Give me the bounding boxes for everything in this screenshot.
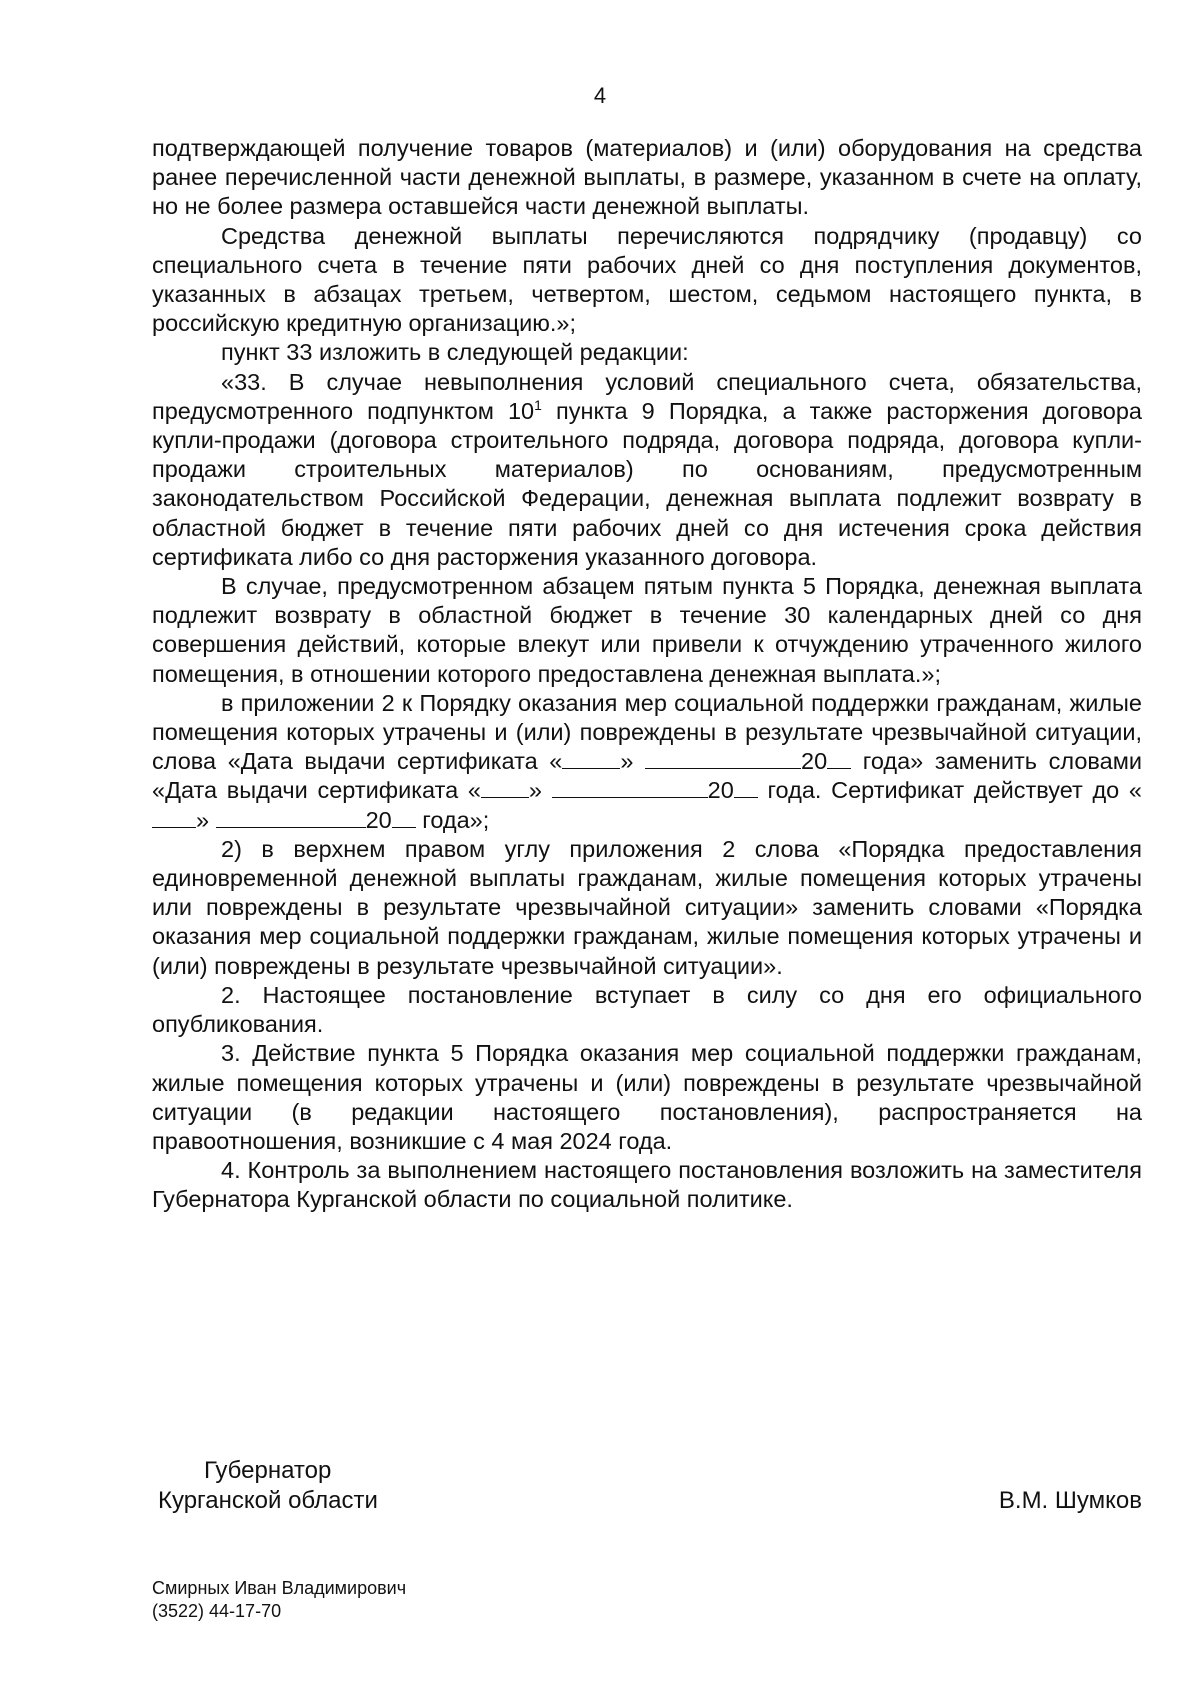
executor-phone: (3522) 44-17-70	[152, 1601, 282, 1621]
signatory-name: В.М. Шумков	[998, 1487, 1142, 1514]
year-prefix: 20	[365, 806, 392, 833]
paragraph-entry-into-force: 2. Настоящее постановление вступает в силу со дня его официального опубликования.	[152, 981, 1142, 1038]
clause33-superscript: 1	[534, 396, 542, 413]
paragraph-clause33-intro: пункт 33 изложить в следующей редакции:	[221, 339, 689, 366]
quote-close: »	[620, 748, 634, 775]
blank-line	[734, 777, 758, 798]
paragraph-clause33	[152, 368, 1142, 572]
quote-close: »	[196, 806, 210, 833]
paragraph-appendix2-corner: 2) в верхнем правом углу приложения 2 слова «Порядка предоставления единовременной денежной выплаты гражданам, жилые помещения которых утрачены или повреждены в результате чрезвычайной ситуации» заменить словами «Порядка оказания мер социальной поддержки гражданам, жилые помещения которых утрачены и (или) повреждены в результате чрезвычайной ситуации».	[152, 835, 1142, 979]
page-number: 4	[593, 83, 607, 108]
signatory-position: Губернатор	[204, 1457, 332, 1484]
signatory-region: Курганской области	[158, 1487, 378, 1514]
blank-line	[152, 807, 196, 828]
paragraph-continuation: подтверждающей получение товаров (материалов) и (или) оборудования на средства ранее перечисленной части денежной выплаты, в размере, указанном в счете на оплату, но не более размера оставшейся части денежной выплаты.	[152, 135, 1142, 220]
quote-close: »	[528, 777, 542, 804]
executor-name: Смирных Иван Владимирович	[152, 1578, 407, 1598]
paragraph-control: 4. Контроль за выполнением настоящего постановления возложить на заместителя Губернатора Курганской области по социальной политике.	[152, 1157, 1142, 1213]
paragraph-appendix2-certificate	[152, 689, 1142, 835]
paragraph-effective-date: 3. Действие пункта 5 Порядка оказания мер социальной поддержки гражданам, жилые помещения которых утрачены и (или) повреждены в результате чрезвычайной ситуации (в редакции настоящего постановления), распространяется на правоотношения, возникшие с 4 мая 2024 года.	[152, 1040, 1142, 1154]
signatory-title	[158, 1456, 378, 1516]
validity-text: года. Сертификат действует до «	[757, 777, 1143, 804]
appendix2-intro-text: в приложении 2 к Порядку оказания мер социальной поддержки гражданам, жилые помещения которых утрачены и (или) повреждены в результате чрезвычайной ситуации, слова «Дата выдачи сертификата «	[152, 689, 1142, 775]
clause33-continuation: договора купли-продажи (договора строительного подряда, договора подряда, договора купли-продажи строительных материалов) по основаниям, предусмотренным законодательством Российской Федерации, денежная выплата подлежит возврату в областной бюджет в течение пяти рабочих дней со дня истечения срока действия сертификата либо со дня расторжения указанного договора.	[152, 397, 1142, 570]
executor-block	[152, 1577, 406, 1623]
blank-line	[827, 748, 851, 769]
blank-line	[392, 807, 416, 828]
document-body	[152, 134, 1142, 1215]
paragraph-payment-transfer: Средства денежной выплаты перечисляются подрядчику (продавцу) со специального счета в течение пяти рабочих дней со дня поступления документов, указанных в абзацах третьем, четвертом, шестом, седьмом настоящего пункта, в российскую кредитную организацию.»;	[152, 222, 1142, 337]
replacement-text: года» заменить словами «Дата выдачи сертификата «	[152, 748, 1142, 804]
paragraph-alienation-case: В случае, предусмотренном абзацем пятым пункта 5 Порядка, денежная выплата подлежит возврату в областной бюджет в течение 30 календарных дней со дня совершения действий, которые влекут или привели к отчуждению утраченного жилого помещения, в отношении которого предоставлена денежная выплата.»;	[152, 573, 1142, 687]
year-prefix: 20	[801, 748, 828, 775]
blank-line	[216, 807, 366, 828]
year-suffix: года»;	[422, 806, 490, 833]
blank-line	[562, 748, 620, 769]
blank-line	[645, 748, 801, 769]
year-prefix: 20	[707, 777, 734, 804]
clause33-text-end: пункта 9 Порядка, а также расторжения	[541, 397, 1029, 424]
blank-line	[552, 777, 708, 798]
clause33-text-start: «33. В случае невыполнения условий специального счета, обязательства, предусмотренного подпунктом 10	[152, 368, 1142, 424]
blank-line	[481, 777, 529, 798]
